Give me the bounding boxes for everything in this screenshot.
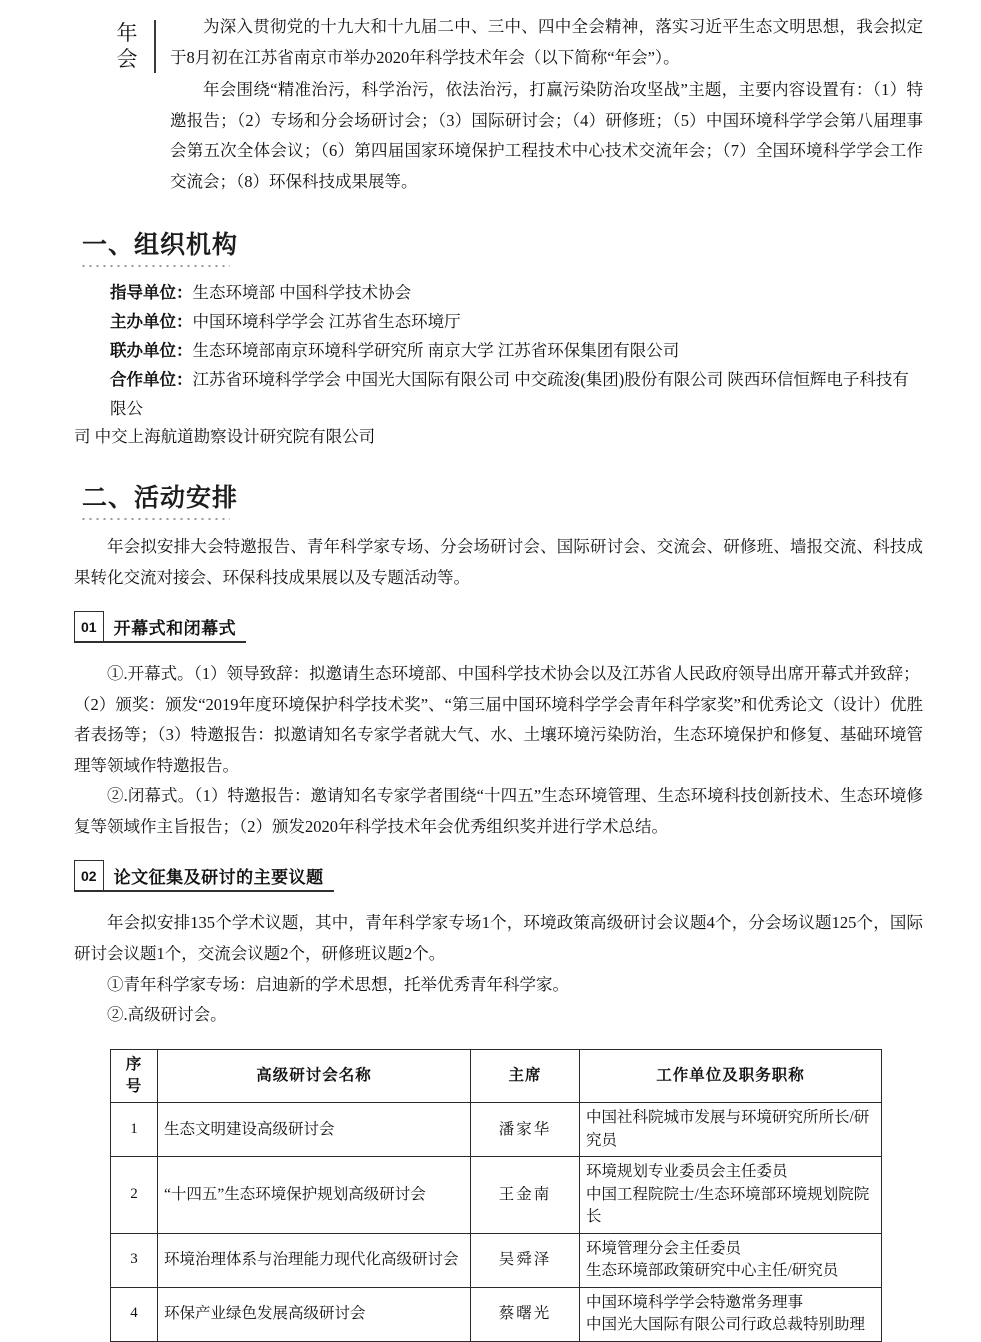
org-row <box>110 366 923 424</box>
cell-no: 3 <box>111 1233 158 1287</box>
table-row <box>111 1103 882 1157</box>
section-title-activity: 二、活动安排 <box>82 484 239 513</box>
cell-no: 2 <box>111 1157 158 1233</box>
org-row <box>110 308 923 337</box>
org-value: 江苏省环境科学学会 中国光大国际有限公司 中交疏浚(集团)股份有限公司 陕西环信恒辉电子科技有限公 <box>110 369 909 418</box>
cell-chair: 吴舜泽 <box>471 1233 580 1287</box>
section-activity <box>0 478 981 1341</box>
table-row <box>111 1157 882 1233</box>
cell-no: 4 <box>111 1287 158 1341</box>
org-row <box>110 279 923 308</box>
org-label: 指导单位： <box>110 283 193 303</box>
subsection-paragraph: 年会拟安排135个学术议题，其中，青年科学家专场1个，环境政策高级研讨会议题4个，分会场议题125个，国际研讨会议题1个，交流会议题2个，研修班议题2个。 <box>74 913 923 963</box>
vertical-label <box>110 20 156 73</box>
subsection-paragraph: （2）颁奖：颁发“2019年度环境保护科学技术奖”、“第三届中国环境科学学会青年科学家奖”和优秀论文（设计）优胜者表扬等；（3）特邀报告：拟邀请知名专家学者就大气、水、土壤环境污染防治，生态环境保护和修复、基础环境管理等领域作特邀报告。 <box>74 694 923 775</box>
org-continuation: 司 中交上海航道勘察设计研究院有限公司 <box>74 427 376 447</box>
table-header-name: 高级研讨会名称 <box>158 1049 471 1103</box>
subsection-title: 论文征集及研讨的主要议题 <box>113 868 324 888</box>
subsection-paragraph: ①青年科学家专场：启迪新的学术思想，托举优秀青年科学家。 <box>107 974 569 994</box>
org-value: 中国环境科学学会 江苏省生态环境厅 <box>192 311 461 331</box>
table-header-unit: 工作单位及职务职称 <box>580 1049 882 1103</box>
organization-list <box>74 279 923 452</box>
table-header-row <box>111 1049 882 1103</box>
cell-name: 环境治理体系与治理能力现代化高级研讨会 <box>158 1233 471 1287</box>
subsection-paragraph: ①.开幕式。（1）领导致辞：拟邀请生态环境部、中国科学技术协会以及江苏省人民政府领导出席开幕式并致辞； <box>107 664 920 684</box>
table-header-no: 序 号 <box>111 1049 158 1103</box>
subsection-number: 02 <box>74 860 104 890</box>
subsection-paragraph: ②.高级研讨会。 <box>107 1005 227 1025</box>
dotted-divider <box>80 516 230 522</box>
subsection-header-02 <box>74 860 334 892</box>
subsection-02-body <box>74 908 923 1030</box>
subsection-number: 01 <box>74 611 104 641</box>
subsection-01-body <box>74 659 923 842</box>
dotted-divider <box>80 263 230 269</box>
intro-paragraphs <box>170 12 923 199</box>
vertical-label-char-2: 会 <box>116 47 138 72</box>
cell-unit: 中国社科院城市发展与环境研究所所长/研究员 <box>580 1103 882 1157</box>
activity-intro <box>74 532 923 593</box>
activity-intro-paragraph: 年会拟安排大会特邀报告、青年科学家专场、分会场研讨会、国际研讨会、交流会、研修班、墙报交流、科技成果转化交流对接会、环保科技成果展以及专题活动等。 <box>74 537 923 587</box>
section-organization <box>0 225 981 452</box>
subsection-paragraph: ②.闭幕式。（1）特邀报告：邀请知名专家学者围绕“十四五”生态环境管理、生态环境科技创新技术、生态环境修复等领域作主旨报告；（2）颁发2020年科学技术年会优秀组织奖并进行学术总结。 <box>74 786 923 836</box>
subsection-title: 开幕式和闭幕式 <box>113 619 237 639</box>
cell-name: 环保产业绿色发展高级研讨会 <box>158 1287 471 1341</box>
intro-paragraph: 为深入贯彻党的十九大和十九届二中、三中、四中全会精神，落实习近平生态文明思想，我会拟定于8月初在江苏省南京市举办2020年科学技术年会（以下简称“年会”）。 <box>170 17 923 67</box>
org-value: 生态环境部南京环境科学研究所 南京大学 江苏省环保集团有限公司 <box>192 340 680 360</box>
org-label: 联办单位： <box>110 340 193 360</box>
topics-table-wrapper <box>110 1049 882 1342</box>
intro-block <box>0 0 981 199</box>
cell-chair: 潘家华 <box>471 1103 580 1157</box>
table-header-chair: 主席 <box>471 1049 580 1103</box>
cell-chair: 蔡曙光 <box>471 1287 580 1341</box>
section-title-organization: 一、组织机构 <box>82 231 239 260</box>
cell-chair: 王金南 <box>471 1157 580 1233</box>
subsection-header-01 <box>74 611 246 643</box>
org-label: 主办单位： <box>110 311 193 331</box>
vertical-label-char-1: 年 <box>116 21 138 45</box>
cell-unit: 中国环境科学学会特邀常务理事 中国光大国际有限公司行政总裁特别助理 <box>580 1287 882 1341</box>
cell-unit: 环境管理分会主任委员 生态环境部政策研究中心主任/研究员 <box>580 1233 882 1287</box>
cell-no: 1 <box>111 1103 158 1157</box>
org-label: 合作单位： <box>110 369 193 389</box>
org-value: 生态环境部 中国科学技术协会 <box>192 283 412 303</box>
cell-unit: 环境规划专业委员会主任委员 中国工程院院士/生态环境部环境规划院院长 <box>580 1157 882 1233</box>
cell-name: 生态文明建设高级研讨会 <box>158 1103 471 1157</box>
intro-paragraph: 年会围绕“精准治污，科学治污，依法治污，打赢污染防治攻坚战”主题，主要内容设置有：（1）特邀报告；（2）专场和分会场研讨会；（3）国际研讨会；（4）研修班；（5）中国环境科学学会第八届理事会第五次全体会议；（6）第四届国家环境保护工程技术中心技术交流年会；（7）全国环境科学学会工作交流会；（8）环保科技成果展等。 <box>170 80 924 191</box>
org-row <box>110 337 923 366</box>
cell-name: “十四五”生态环境保护规划高级研讨会 <box>158 1157 471 1233</box>
table-row <box>111 1287 882 1341</box>
table-row <box>111 1233 882 1287</box>
topics-table <box>110 1049 882 1342</box>
